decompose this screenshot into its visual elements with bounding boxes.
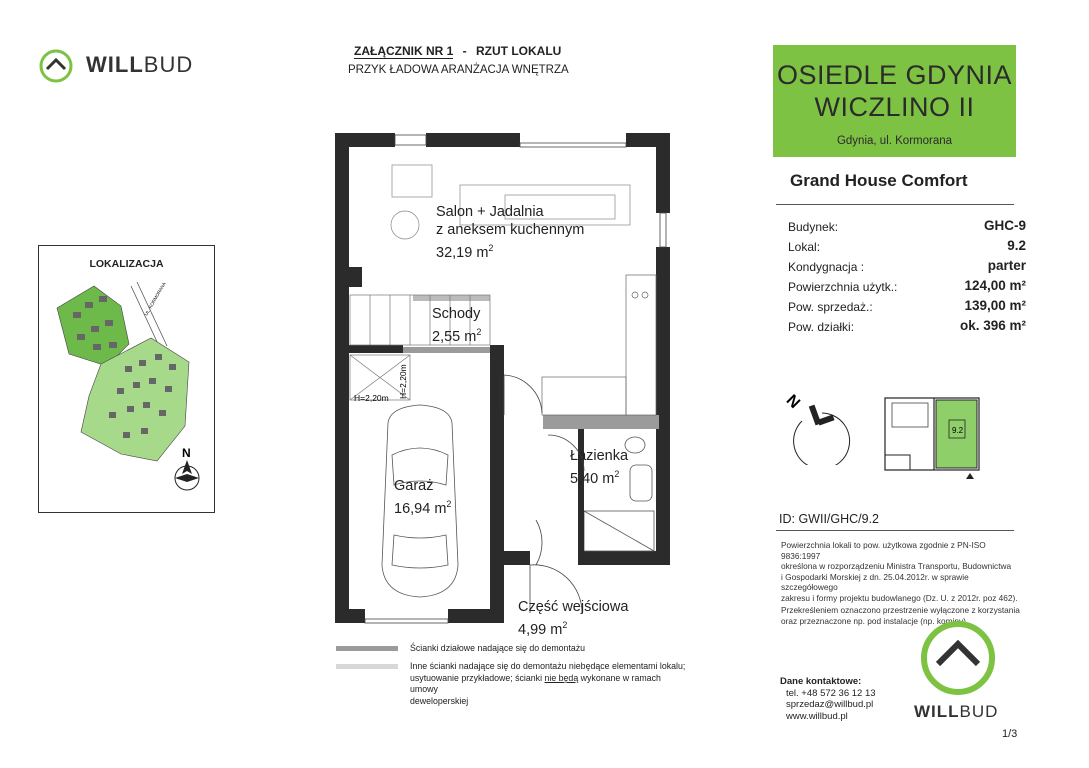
project-title-line1: OSIEDLE GDYNIA	[776, 60, 1013, 90]
contact-title: Dane kontaktowe:	[780, 676, 862, 687]
detail-row-kondygnacja: Kondygnacja : parter	[788, 258, 1026, 274]
legend-swatch-light	[336, 664, 398, 669]
svg-text:N: N	[182, 446, 191, 460]
keyplan	[882, 395, 982, 485]
id-divider	[776, 530, 1014, 531]
svg-text:H=2,20m: H=2,20m	[398, 364, 408, 399]
contact-tel: tel. +48 572 36 12 13	[786, 687, 876, 699]
attachment-title: ZAŁĄCZNIK NR 1 - RZUT LOKALU	[354, 44, 562, 58]
page-number: 1/3	[1002, 728, 1018, 740]
room-lazienka: Łazienka 5,40 $m^2$	[570, 448, 629, 487]
detail-row-budynek: Budynek: GHC-9	[788, 218, 1026, 234]
notes-block: Powierzchnia lokali to pow. użytkowa zgodnie z PN-ISO 9836:1997 określona w rozporządzeniu Ministra Transportu, Budownictwa i Gospodarki Morskiej z dn. 25.04.2012r. w sprawie szczegółowego zakresu i formy projektu budowlanego (Dz. U. z 2012r. poz 462). Przekreśleniem oznaczono przestrzenie wyłączone z korzystania oraz przeznaczone np. pod instalacje (np. kominy).	[781, 540, 1020, 626]
brand-logo-large: WILLBUD	[908, 618, 1008, 728]
divider	[776, 204, 1014, 205]
svg-text:9.2: 9.2	[952, 426, 964, 435]
details-table	[788, 218, 1026, 348]
brand-name-bold: WILL	[86, 52, 144, 77]
legend-swatch-dark	[336, 646, 398, 651]
compass-north-icon	[782, 385, 862, 465]
project-address: Gdynia, ul. Kormorana	[836, 135, 953, 147]
project-title-box	[773, 45, 1016, 157]
svg-text:H=2,20m: H=2,20m	[354, 393, 389, 403]
detail-row-lokal: Lokal: 9.2	[788, 238, 1026, 254]
legend-item-1: Ścianki działowe nadające się do demontażu	[410, 643, 586, 653]
svg-text:UL. KORMORANA: UL. KORMORANA	[143, 281, 167, 317]
contact-block	[780, 676, 876, 722]
contact-email[interactable]: sprzedaz@willbud.pl	[786, 699, 874, 710]
attachment-subtitle: PRZYK ŁADOWA ARANŻACJA WNĘTRZA	[348, 64, 569, 76]
id-label: ID: GWII/GHC/9.2	[779, 512, 880, 526]
svg-text:N: N	[782, 391, 803, 413]
detail-row-pow-sprzedaz: Pow. sprzedaż.: 139,00 m²	[788, 298, 1026, 314]
room-garaz: Garaż 16,94 $m^2$	[394, 478, 452, 517]
brand-name-thin: BUD	[143, 52, 194, 77]
house-logo-icon	[38, 48, 74, 84]
localization-title: LOKALIZACJA	[89, 258, 164, 270]
detail-row-pow-dzialki: Pow. działki: ok. 396 m²	[788, 318, 1026, 334]
detail-row-powierzchnia: Powierzchnia użytk.: 124,00 m²	[788, 278, 1026, 294]
project-title-line2: WICZLINO II	[814, 92, 975, 122]
house-type: Grand House Comfort	[790, 171, 968, 190]
room-wejscie: Część wejściowa 4,99 $m^2$	[518, 599, 629, 638]
contact-www[interactable]: www.willbud.pl	[786, 710, 848, 722]
house-logo-large-icon	[918, 618, 998, 698]
brand-logo	[38, 46, 208, 86]
room-salon: Salon + Jadalnia z aneksem kuchennym 32,19 $m^2$	[436, 204, 585, 261]
room-schody: Schody 2,55 $m^2$	[432, 306, 482, 345]
floor-plan	[330, 125, 680, 635]
legend-item-2: Inne ścianki nadające się do demontażu niebędące elementami lokalu; usytuowanie przykładowe; ścianki nie będą wykonane w ramach umowy deweloperskiej	[410, 661, 686, 706]
localization-map	[38, 245, 215, 513]
